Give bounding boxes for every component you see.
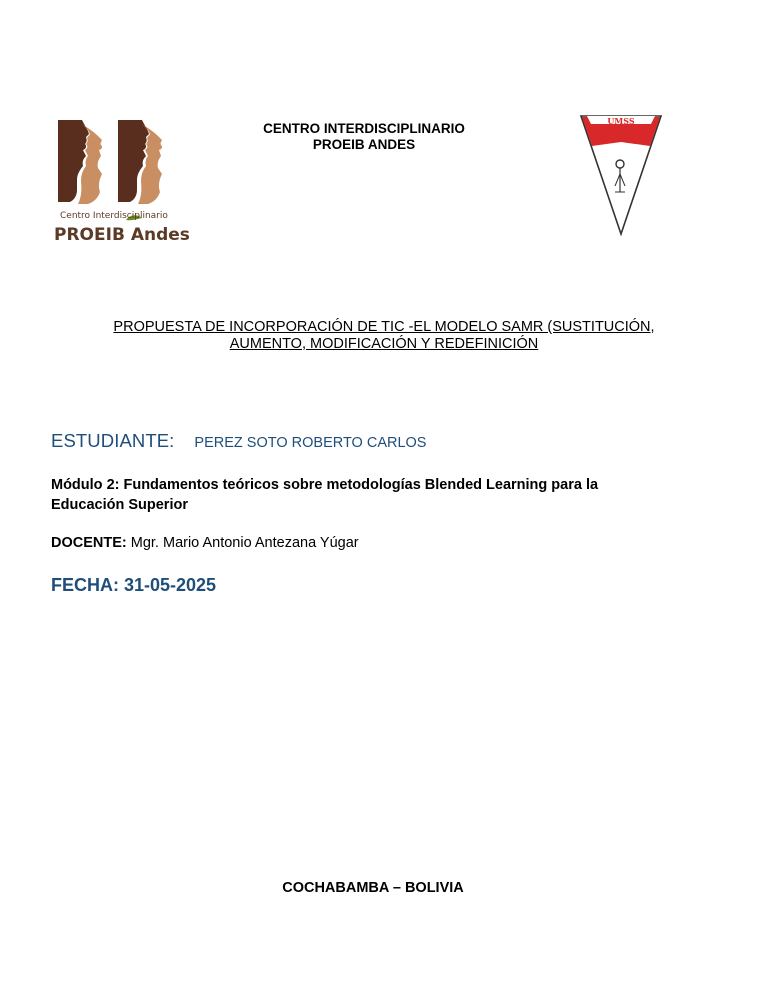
student-row <box>51 430 731 452</box>
proposal-title-line2: AUMENTO, MODIFICACIÓN Y REDEFINICIÓN <box>229 336 539 352</box>
student-label: ESTUDIANTE: <box>51 430 175 451</box>
module-line1: Módulo 2: Fundamentos teóricos sobre metodologías Blended Learning para la <box>51 477 599 493</box>
teacher-label: DOCENTE: <box>51 535 127 551</box>
logo-caption-large: PROEIB Andes <box>54 225 190 245</box>
module-line2: Educación Superior <box>51 497 188 513</box>
teacher-row <box>51 535 651 551</box>
proposal-title-line1: PROPUESTA DE INCORPORACIÓN DE TIC -EL MODELO SAMR (SUSTITUCIÓN, <box>113 319 655 335</box>
module-description <box>51 475 671 515</box>
shield-text: UMSS <box>607 116 635 126</box>
proposal-title <box>70 319 698 353</box>
teacher-name: Mgr. Mario Antonio Antezana Yúgar <box>130 535 359 551</box>
institution-heading-line2: PROEIB ANDES <box>312 137 416 152</box>
institution-heading-line1: CENTRO INTERDISCIPLINARIO <box>263 121 465 136</box>
institution-heading <box>200 121 528 153</box>
logo-caption-small: Centro Interdisciplinario <box>60 211 168 221</box>
date: FECHA: 31-05-2025 <box>51 575 217 595</box>
proeib-andes-logo <box>52 118 190 246</box>
student-name: PEREZ SOTO ROBERTO CARLOS <box>194 435 427 451</box>
footer-location: COCHABAMBA – BOLIVIA <box>282 880 464 896</box>
umss-shield-logo <box>579 112 663 236</box>
